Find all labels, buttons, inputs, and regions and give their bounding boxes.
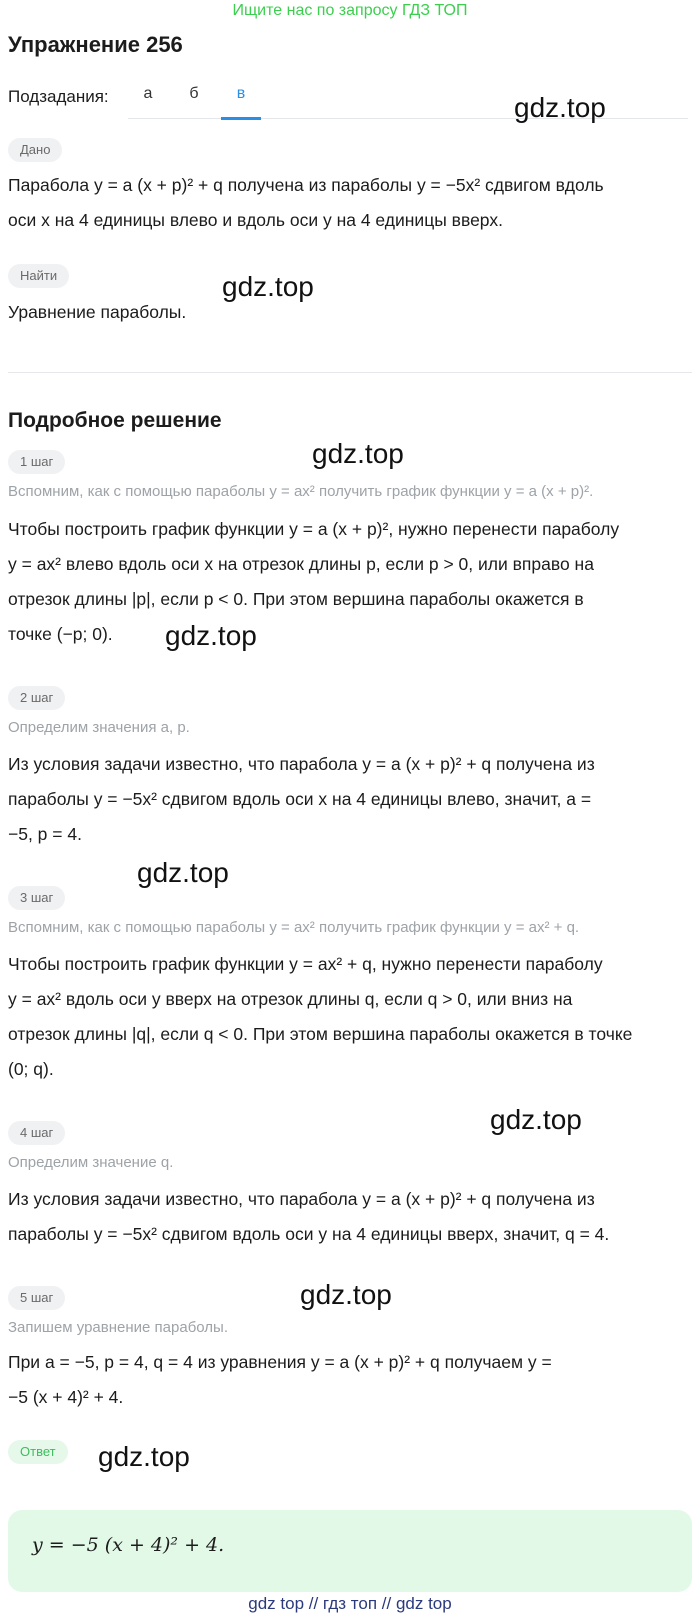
step-hint: Определим значение q.: [8, 1154, 174, 1171]
tab-v[interactable]: в: [221, 85, 261, 120]
given-pill: Дано: [8, 138, 62, 162]
watermark: gdz.top: [137, 857, 229, 888]
step-line: Из условия задачи известно, что парабола y = a (x + p)² + q получена из: [8, 1189, 595, 1209]
subtasks-label: Подзадания:: [8, 87, 109, 106]
step-pill: 5 шаг: [8, 1286, 65, 1310]
divider: [8, 372, 692, 373]
step-line: точке (−p; 0).: [8, 624, 113, 644]
promo-banner[interactable]: Ищите нас по запросу ГДЗ ТОП: [232, 2, 468, 19]
watermark: gdz.top: [300, 1279, 392, 1310]
step-hint: Определим значения a, p.: [8, 719, 190, 736]
step-line: Чтобы построить график функции y = ax² + q, нужно перенести параболу: [8, 954, 603, 974]
step-line: y = ax² вдоль оси y вверх на отрезок длины q, если q > 0, или вниз на: [8, 989, 573, 1009]
watermark: gdz.top: [98, 1441, 190, 1472]
step-line: Чтобы построить график функции y = a (x + p)², нужно перенести параболу: [8, 519, 620, 539]
step-line: отрезок длины |p|, если p < 0. При этом вершина параболы окажется в: [8, 589, 584, 609]
step-line: −5 (x + 4)² + 4.: [8, 1387, 124, 1407]
find-pill: Найти: [8, 264, 69, 288]
answer-text: y = −5 (x + 4)² + 4.: [32, 1534, 225, 1556]
step-line: −5, p = 4.: [8, 824, 82, 844]
find-text: Уравнение параболы.: [8, 302, 187, 322]
step-hint: Вспомним, как с помощью параболы y = ax² получить график функции y = a (x + p)².: [8, 483, 594, 500]
step-line: параболы y = −5x² сдвигом вдоль оси x на 4 единицы влево, значит, a =: [8, 789, 592, 809]
watermark: gdz.top: [514, 92, 606, 123]
solution-heading: Подробное решение: [8, 409, 222, 432]
step-line: (0; q).: [8, 1059, 54, 1079]
tab-b[interactable]: б: [189, 85, 199, 102]
given-line: Парабола y = a (x + p)² + q получена из параболы y = −5x² сдвигом вдоль: [8, 175, 604, 195]
step-line: y = ax² влево вдоль оси x на отрезок длины p, если p > 0, или вправо на: [8, 554, 594, 574]
watermark: gdz.top: [490, 1104, 582, 1135]
step-line: При a = −5, p = 4, q = 4 из уравнения y = a (x + p)² + q получаем y =: [8, 1352, 552, 1372]
watermark: gdz.top: [222, 271, 314, 302]
watermark: gdz.top: [312, 438, 404, 469]
step-line: Из условия задачи известно, что парабола y = a (x + p)² + q получена из: [8, 754, 595, 774]
step-pill: 4 шаг: [8, 1121, 65, 1145]
page-title: Упражнение 256: [8, 32, 183, 57]
step-pill: 2 шаг: [8, 686, 65, 710]
footer-links[interactable]: gdz top // гдз топ // gdz top: [248, 1594, 452, 1613]
step-pill: 1 шаг: [8, 450, 65, 474]
step-line: отрезок длины |q|, если q < 0. При этом вершина параболы окажется в точке: [8, 1024, 633, 1044]
answer-pill: Ответ: [8, 1440, 68, 1464]
given-line: оси x на 4 единицы влево и вдоль оси y на 4 единицы вверх.: [8, 210, 503, 230]
step-hint: Запишем уравнение параболы.: [8, 1319, 228, 1336]
watermark: gdz.top: [165, 620, 257, 651]
tab-a[interactable]: а: [143, 85, 153, 102]
step-hint: Вспомним, как с помощью параболы y = ax² получить график функции y = ax² + q.: [8, 919, 580, 936]
step-pill: 3 шаг: [8, 886, 65, 910]
step-line: параболы y = −5x² сдвигом вдоль оси y на 4 единицы вверх, значит, q = 4.: [8, 1224, 610, 1244]
